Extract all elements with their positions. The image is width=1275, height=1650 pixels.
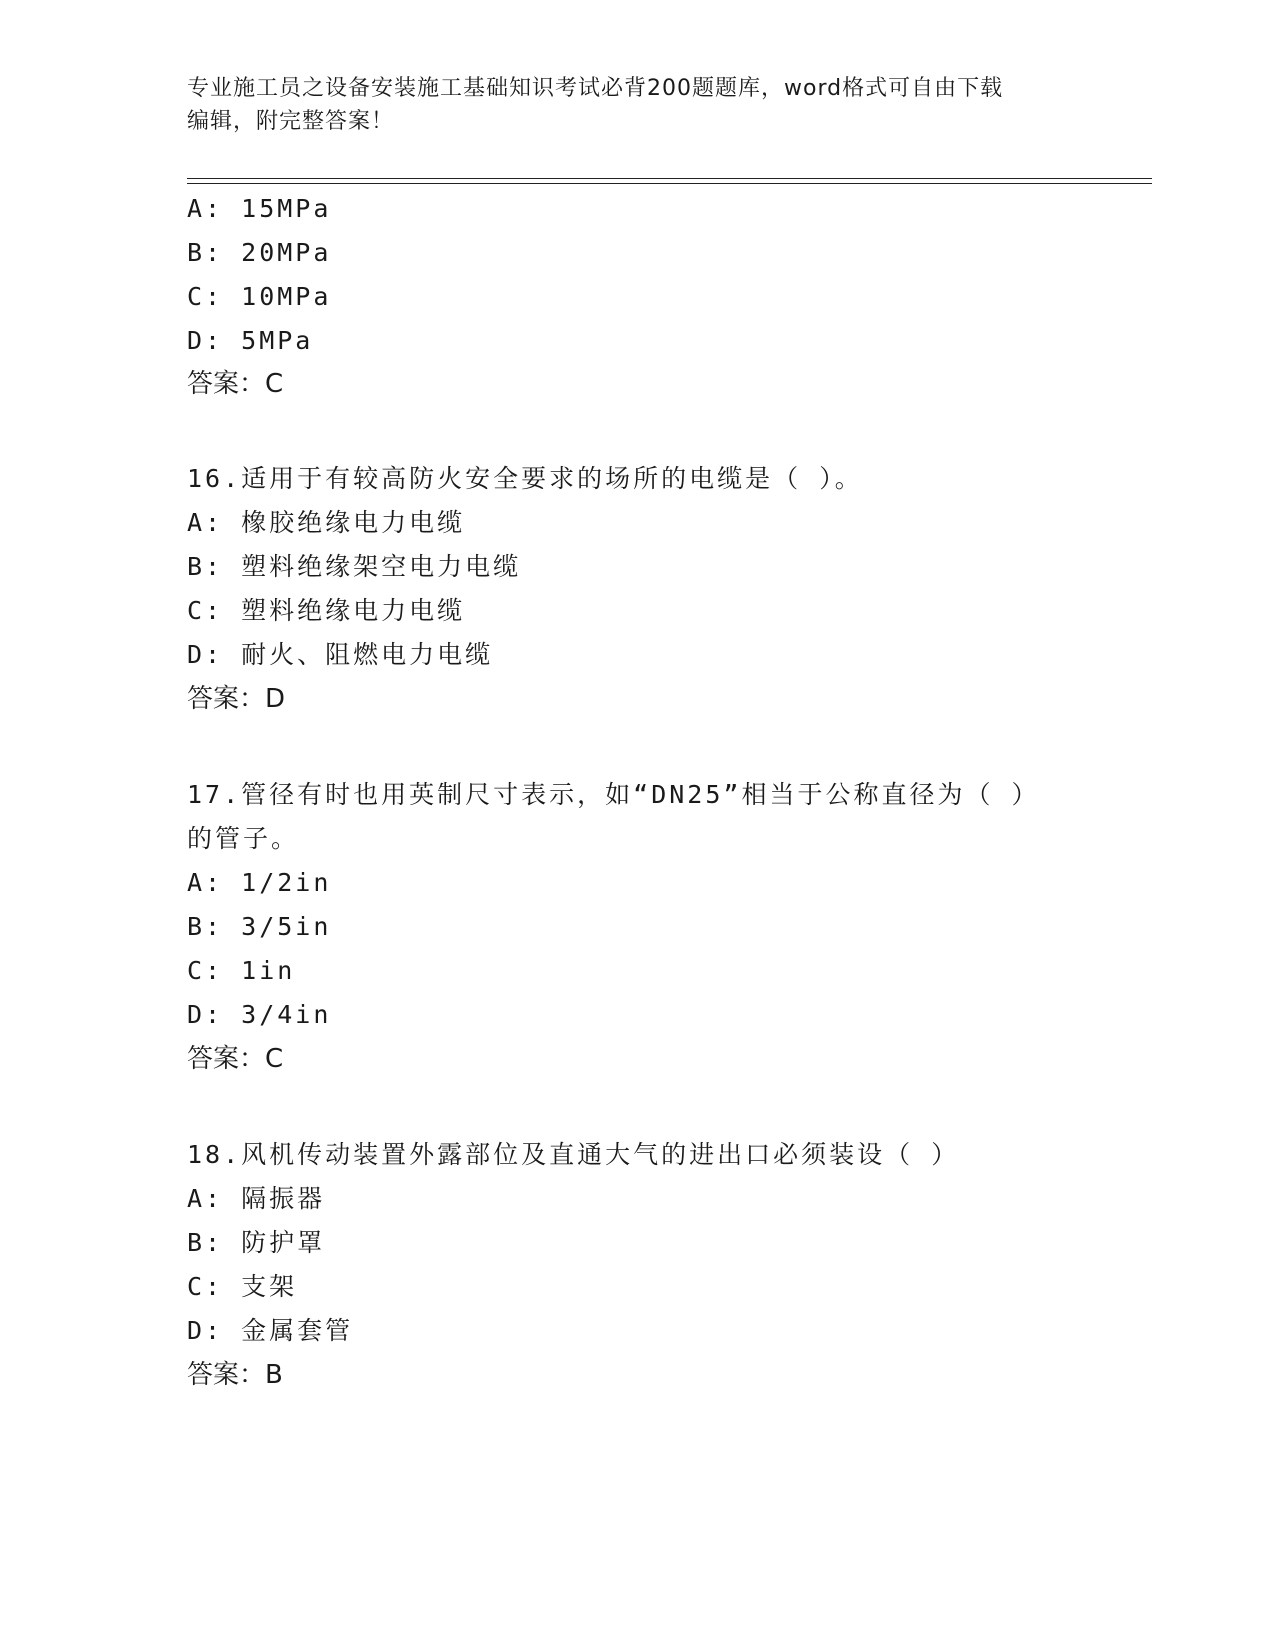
q15-option-a: A: 15MPa <box>187 194 332 223</box>
q18-option-a: A: 隔振器 <box>187 1184 326 1213</box>
q15-option-b: B: 20MPa <box>187 238 332 267</box>
header-title-line1: 专业施工员之设备安装施工基础知识考试必背200题题库，word格式可自由下载 <box>187 76 1004 101</box>
document-header <box>187 72 1067 138</box>
header-divider-bottom <box>187 183 1152 184</box>
q18-answer: 答案：B <box>187 1360 283 1390</box>
q16-question: 16.适用于有较高防火安全要求的场所的电缆是（ ）。 <box>187 464 863 493</box>
q18-option-d: D: 金属套管 <box>187 1316 354 1345</box>
q18-option-c: C: 支架 <box>187 1272 298 1301</box>
header-divider-top <box>187 178 1152 179</box>
q17-option-b: B: 3/5in <box>187 912 332 941</box>
q16-option-c: C: 塑料绝缘电力电缆 <box>187 596 466 625</box>
q16-option-d: D: 耐火、阻燃电力电缆 <box>187 640 494 669</box>
q15-option-d: D: 5MPa <box>187 326 314 355</box>
q17-answer: 答案：C <box>187 1044 284 1074</box>
q17-option-c: C: 1in <box>187 956 296 985</box>
q17-option-a: A: 1/2in <box>187 868 332 897</box>
q17-question-line2: 的管子。 <box>187 824 300 853</box>
q17-option-d: D: 3/4in <box>187 1000 332 1029</box>
q16-option-a: A: 橡胶绝缘电力电缆 <box>187 508 466 537</box>
q15-option-c: C: 10MPa <box>187 282 332 311</box>
q15-answer: 答案：C <box>187 369 284 399</box>
header-title-line2: 编辑，附完整答案！ <box>187 109 395 134</box>
q16-answer: 答案：D <box>187 684 286 714</box>
q18-option-b: B: 防护罩 <box>187 1228 326 1257</box>
q17-question-line1: 17.管径有时也用英制尺寸表示，如“DN25”相当于公称直径为（ ） <box>187 780 1040 809</box>
q18-question: 18.风机传动装置外露部位及直通大气的进出口必须装设（ ） <box>187 1140 960 1169</box>
q16-option-b: B: 塑料绝缘架空电力电缆 <box>187 552 522 581</box>
